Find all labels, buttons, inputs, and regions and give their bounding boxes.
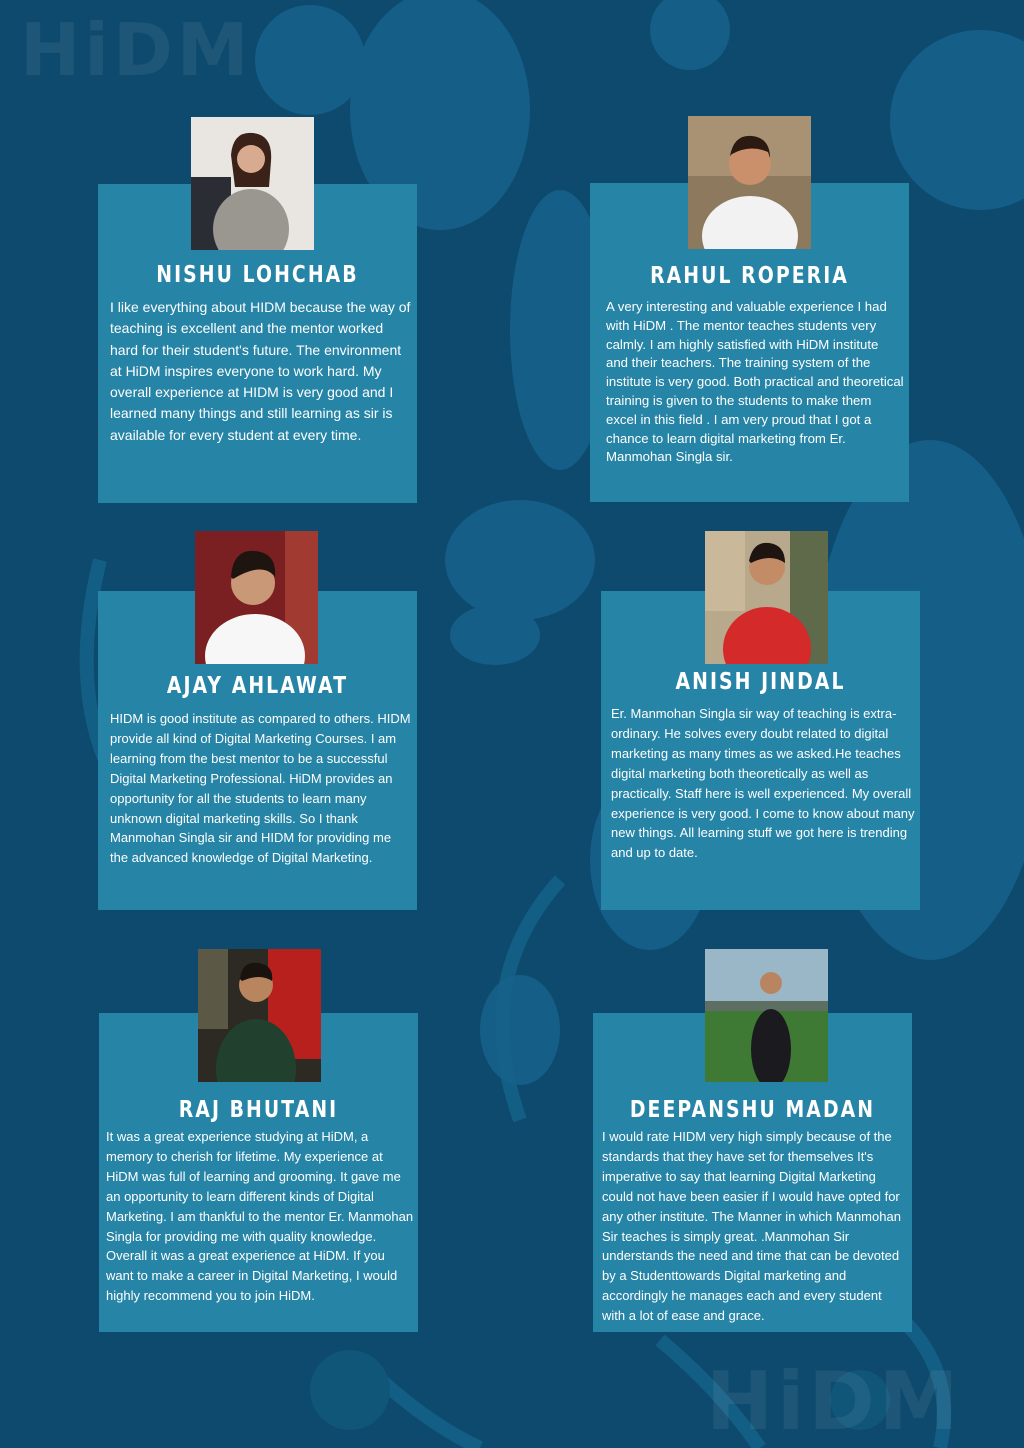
- student-name: ANISH JINDAL: [675, 669, 846, 695]
- testimonial-text: I like everything about HIDM because the way of teaching is excellent and the mentor worked hard for their student's future. The environment at HiDM inspires everyone to work hard. My overall experience at HIDM is very good and I learned many things and still learning as sir is available for every student at every time.: [110, 299, 411, 443]
- testimonial-text: HIDM is good institute as compared to others. HIDM provide all kind of Digital Marketing Courses. I am learning from the best mentor to be a successful Digital Marketing Professional. HiDM provides an opportunity for all the students to learn many unknown digital marketing skills. So I thank Manmohan Singla sir and HIDM for providing me the advanced knowledge of Digital Marketing.: [110, 711, 411, 866]
- student-photo: [705, 949, 828, 1082]
- student-name: RAJ BHUTANI: [178, 1097, 339, 1123]
- testimonial-text: A very interesting and valuable experience I had with HiDM . The mentor teaches students very calmly. I am highly satisfied with HiDM institute and their teachers. The training system of the institute is very good. Both practical and theoretical training is given to the students to make them excel in this field . I am very proud that I got a chance to learn digital marketing from Er. Manmohan Singla sir.: [606, 299, 904, 465]
- student-name: DEEPANSHU MADAN: [629, 1097, 876, 1123]
- testimonial-text: Er. Manmohan Singla sir way of teaching is extra-ordinary. He solves every doubt related to digital marketing as many times as we asked.He teaches digital marketing both theoretically as well as practically. Staff here is well experienced. My overall experience is very good. I come to know about many new things. All learning stuff we got here is trending and up to date.: [611, 706, 915, 861]
- student-photo: [705, 531, 828, 664]
- student-name: AJAY AHLAWAT: [166, 673, 349, 699]
- testimonial-text: I would rate HIDM very high simply because of the standards that they have set for themselves It's imperative to say that learning Digital Marketing could not have been easier if I would have opted for any other institute. The Manner in which Manmohan Sir teaches is simply great. .Manmohan Sir understands the need and time that can be devoted by a Studenttowards Digital marketing and accordingly he manages each and every student with a lot of ease and grace.: [602, 1129, 901, 1324]
- student-name: RAHUL ROPERIA: [650, 263, 849, 289]
- hidm-watermark-top: HiDM: [20, 8, 253, 92]
- student-photo: [688, 116, 811, 249]
- student-photo: [195, 531, 318, 664]
- student-photo: [198, 949, 321, 1082]
- testimonial-text: It was a great experience studying at HiDM, a memory to cherish for lifetime. My experience at HiDM was full of learning and grooming. It gave me an opportunity to learn different kinds of Digital Marketing. I am thankful to the mentor Er. Manmohan Singla for providing me with quality knowledge. Overall it was a great experience at HiDM. If you want to make a career in Digital Marketing, I would highly recommend you to join HiDM.: [106, 1129, 414, 1304]
- hidm-watermark-bottom: HiDM: [706, 1355, 963, 1448]
- student-photo: [191, 117, 314, 250]
- student-name: NISHU LOHCHAB: [156, 262, 359, 288]
